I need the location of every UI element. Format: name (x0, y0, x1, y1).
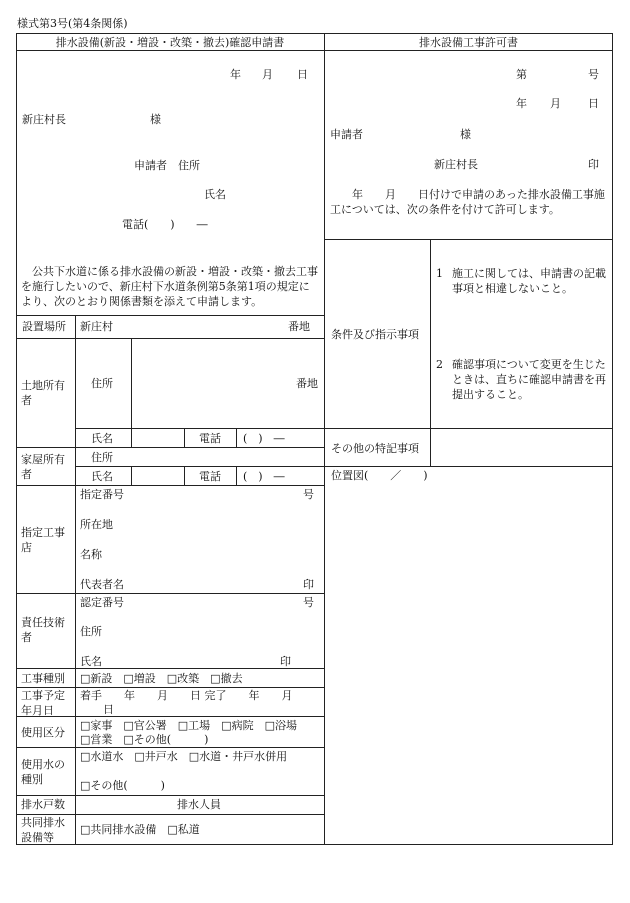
engineer-number-go: 号 (303, 596, 314, 609)
center-divider (324, 33, 325, 845)
water-type-line-2: □その他( ) (80, 779, 165, 792)
app-date-year: 年 (230, 68, 241, 81)
land-owner-phone-label: 電話 (199, 432, 221, 445)
shared-drainage-label: 共同排水設備等 (21, 816, 65, 844)
work-type-options: □新設 □増設 □改築 □撤去 (80, 672, 243, 685)
permit-mayor: 新庄村長 (434, 158, 478, 171)
permit-date-day: 日 (588, 97, 599, 110)
water-type-line-1: □水道水 □井戸水 □水道・井戸水併用 (80, 750, 288, 763)
land-owner-name: 氏名 (91, 432, 113, 445)
engineer-name-label: 氏名 (80, 655, 102, 668)
water-type-label: 使用水の種別 (21, 758, 65, 786)
land-owner-address: 住所 (91, 377, 113, 390)
contractor-representative-label: 代表者名 (80, 578, 124, 591)
land-owner-phone-value: ( ) ― (243, 432, 285, 445)
application-title: 排水設備(新設・増設・改築・撤去)確認申請書 (55, 36, 285, 49)
house-owner-address: 住所 (91, 451, 113, 464)
form-number: 様式第3号(第4条関係) (17, 17, 128, 30)
site-banchi: 番地 (288, 320, 310, 333)
app-date-day: 日 (297, 68, 308, 81)
site-village: 新庄村 (80, 320, 113, 333)
applicant-name-label: 氏名 (204, 188, 226, 201)
shared-drainage-options: □共同排水設備 □私道 (80, 823, 200, 836)
house-owner-label: 家屋所有者 (21, 453, 65, 481)
permit-date-month: 月 (550, 97, 561, 110)
house-owner-name: 氏名 (91, 470, 113, 483)
permit-applicant-label: 申請者 (330, 128, 363, 141)
engineer-label: 責任技術者 (21, 616, 65, 644)
usage-label: 使用区分 (21, 726, 65, 739)
contractor-number-label: 指定番号 (80, 488, 124, 501)
permit-date-year: 年 (516, 97, 527, 110)
usage-line-2: □営業 □その他( ) (80, 733, 209, 746)
addressee: 新庄村長 (22, 113, 66, 126)
applicant-address-label: 住所 (178, 159, 200, 172)
condition-2-text: 確認事項について変更を生じたときは、直ちに確認申請書を再提出すること。 (452, 358, 606, 401)
permit-text: 年 月 日付けで申請のあった排水設備工事施工については、次の条件を付けて許可します。 (330, 188, 605, 216)
other-notes-label: その他の特記事項 (331, 442, 419, 455)
permit-dai: 第 (516, 68, 527, 81)
contractor-location-label: 所在地 (80, 518, 113, 531)
location-map-label: 位置図( ／ ) (331, 469, 428, 482)
application-body-text: 公共下水道に係る排水設備の新設・増設・改築・撤去工事を施行したいので、新庄村下水道条例第5条第1項の規定により、次のとおり関係書類を添えて申請します。 (21, 265, 318, 308)
schedule-label: 工事予定年月日 (21, 689, 65, 717)
land-owner-banchi: 番地 (296, 377, 318, 390)
usage-line-1: □家事 □官公署 □工場 □病院 □浴場 (80, 719, 297, 732)
site-label: 設置場所 (22, 320, 66, 333)
engineer-number-label: 認定番号 (80, 596, 124, 609)
condition-1-text: 施工に関しては、申請書の記載事項と相違しないこと。 (452, 267, 606, 295)
conditions-label: 条件及び指示事項 (331, 328, 419, 341)
permit-go: 号 (588, 68, 599, 81)
addressee-sama: 様 (150, 113, 161, 126)
contractor-number-go: 号 (303, 488, 314, 501)
schedule-line-1: 着手 年 月 日 完了 年 月 (80, 689, 293, 702)
contractor-label: 指定工事店 (21, 526, 65, 554)
engineer-seal: 印 (280, 655, 291, 668)
contractor-name-label: 名称 (80, 548, 102, 561)
drain-people-label: 排水人員 (177, 798, 221, 811)
drain-count-label: 排水戸数 (21, 798, 65, 811)
schedule-line-2: 日 (103, 703, 114, 716)
permit-title: 排水設備工事許可書 (419, 36, 518, 49)
contractor-seal: 印 (303, 578, 314, 591)
land-owner-label: 土地所有者 (21, 379, 65, 407)
app-date-month: 月 (262, 68, 273, 81)
condition-2-number: 2 (436, 358, 443, 371)
engineer-address-label: 住所 (80, 625, 102, 638)
house-owner-phone-label: 電話 (199, 470, 221, 483)
condition-1-number: 1 (436, 267, 443, 280)
applicant-phone: 電話( ) ― (122, 218, 208, 231)
permit-seal: 印 (588, 158, 599, 171)
permit-applicant-sama: 様 (460, 128, 471, 141)
house-owner-phone-value: ( ) ― (243, 470, 285, 483)
work-type-label: 工事種別 (21, 672, 65, 685)
applicant-label: 申請者 (134, 159, 167, 172)
